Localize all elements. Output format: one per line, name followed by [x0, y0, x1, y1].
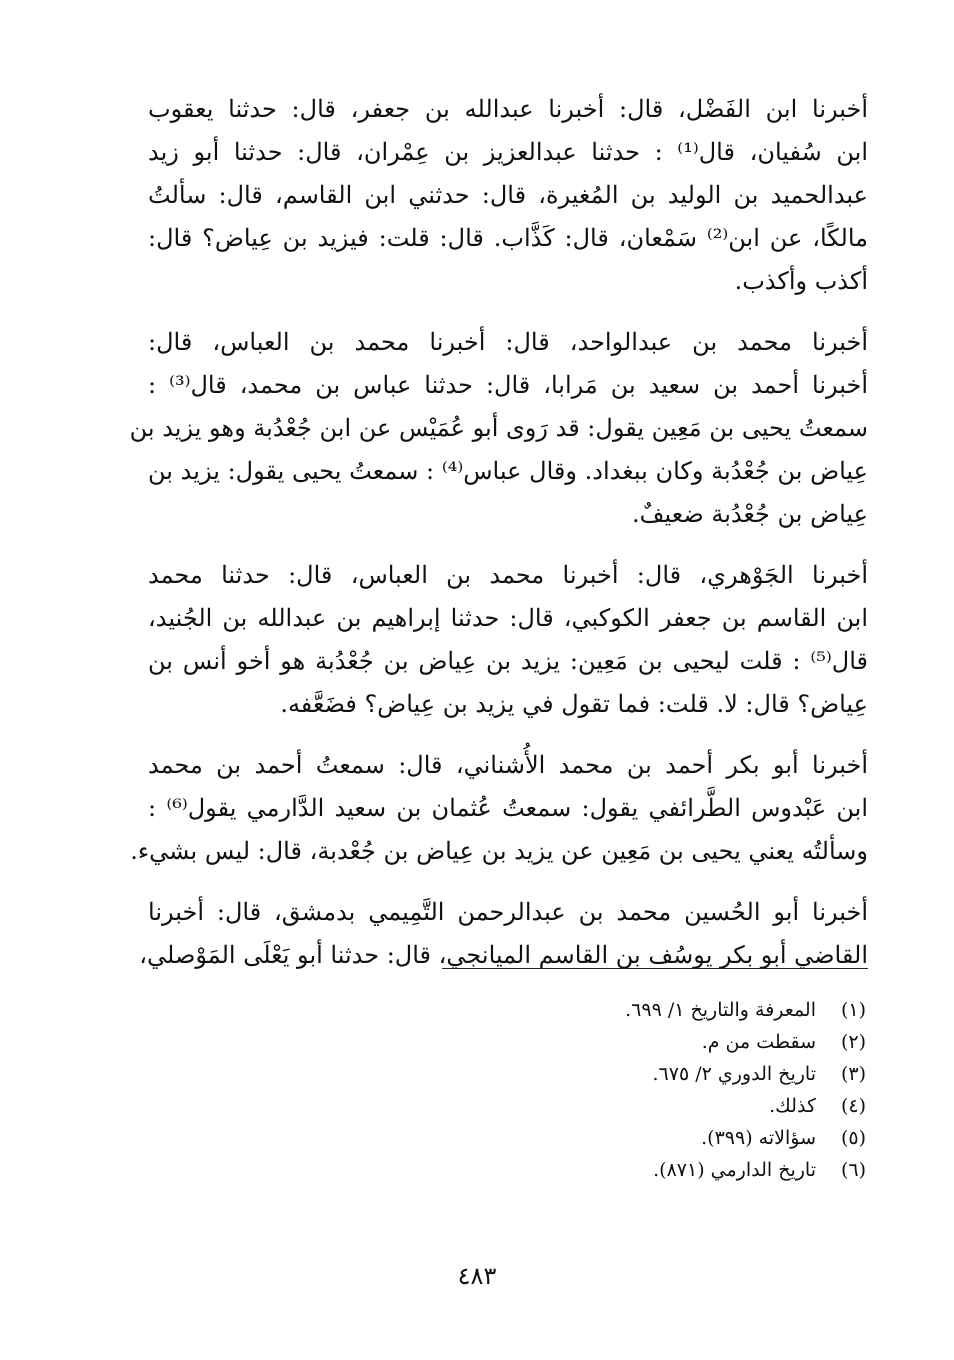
text-line: وسألتُه يعني يحيى بن مَعِين عن يزيد بن عِياض بن جُعْدبة، قال: ليس بشيء.	[130, 837, 868, 865]
text-line: أخبرنا أحمد بن سعيد بن مَرابا، قال: حدثنا عباس بن محمد، قال⁽³⁾ :	[148, 371, 869, 399]
footnote	[442, 1154, 866, 1186]
text-line: عِياض بن جُعْدُبة وكان ببغداد. وقال عباس⁽⁴⁾ : سمعتُ يحيى يقول: يزيد بن	[148, 457, 868, 485]
footnote	[442, 1090, 866, 1122]
footnote-number: (٥)	[840, 1127, 866, 1149]
footnote	[442, 1026, 866, 1058]
paragraph	[139, 891, 868, 977]
footnote-number: (٣)	[840, 1063, 866, 1085]
text-line: عبدالحميد بن الوليد بن المُغيرة، قال: حدثني ابن القاسم، قال: سألتُ	[148, 181, 868, 209]
footnote-text: سقطت من م.	[701, 1031, 816, 1053]
text-line: أخبرنا ابن الفَضْل، قال: أخبرنا عبدالله بن جعفر، قال: حدثنا يعقوب	[148, 95, 868, 123]
text-line: سمعتُ يحيى بن مَعِين يقول: قد رَوى أبو عُمَيْس عن ابن جُعْدُبة وهو يزيد بن	[129, 414, 868, 442]
footnote-number: (٦)	[840, 1159, 866, 1181]
footnote-number: (٤)	[840, 1095, 866, 1117]
main-text	[129, 88, 869, 995]
text-line: ابن القاسم بن جعفر الكوكبي، قال: حدثنا إبراهيم بن عبدالله بن الجُنيد،	[148, 604, 868, 632]
page-number: ٤٨٣	[457, 1262, 497, 1290]
paragraph	[148, 88, 868, 303]
text-line: مالكًا، عن ابن⁽²⁾ سَمْعان، قال: كَذَّاب. قال: قلت: فيزيد بن عِياض؟ قال:	[148, 224, 869, 252]
paragraph	[148, 554, 868, 726]
paragraph	[130, 744, 868, 873]
footnote	[442, 1058, 866, 1090]
footnote-text: تاريخ الدارمي (٨٧١).	[653, 1159, 816, 1181]
footnote-number: (١)	[840, 999, 866, 1021]
text-line: أخبرنا أبو الحُسين محمد بن عبدالرحمن التَّمِيمي بدمشق، قال: أخبرنا	[148, 898, 868, 926]
text-line: قال⁽⁵⁾ : قلت ليحيى بن مَعِين: يزيد بن عِياض بن جُعْدُبة هو أخو أنس بن	[148, 647, 868, 675]
text-line: أخبرنا الجَوْهري، قال: أخبرنا محمد بن العباس، قال: حدثنا محمد	[148, 561, 868, 589]
text-line: أكذب وأكذب.	[734, 267, 868, 295]
text-line: القاضي أبو بكر يوسُف بن القاسم الميانجي، قال: حدثنا أبو يَعْلَى المَوْصلي،	[139, 941, 868, 969]
footnote	[442, 1122, 866, 1154]
text-line: ابن سُفيان، قال⁽¹⁾ : حدثنا عبدالعزيز بن عِمْران، قال: حدثنا أبو زيد	[148, 138, 868, 166]
footnote-text: سؤالاته (٣٩٩).	[701, 1127, 816, 1149]
text-line: أخبرنا أبو بكر أحمد بن محمد الأُشناني، قال: سمعتُ أحمد بن محمد	[148, 751, 868, 779]
footnote-number: (٢)	[840, 1031, 866, 1053]
footnote-text: المعرفة والتاريخ ١/ ٦٩٩.	[625, 999, 816, 1021]
text-line: ابن عَبْدوس الطَّرائفي يقول: سمعتُ عُثمان بن سعيد الدَّارمي يقول⁽⁶⁾ :	[148, 794, 868, 822]
footnote-text: كذلك.	[769, 1095, 816, 1117]
text-line: عِياض بن جُعْدُبة ضعيفٌ.	[632, 500, 868, 528]
text-line: عِياض؟ قال: لا. قلت: فما تقول في يزيد بن عِياض؟ فضَعَّفه.	[280, 690, 868, 718]
paragraph	[129, 321, 869, 536]
footnote-text: تاريخ الدوري ٢/ ٦٧٥.	[652, 1063, 816, 1085]
footnote	[442, 994, 866, 1026]
footnotes	[442, 994, 866, 1186]
footnote-separator	[442, 968, 868, 969]
text-line: أخبرنا محمد بن عبدالواحد، قال: أخبرنا محمد بن العباس، قال:	[148, 328, 868, 356]
